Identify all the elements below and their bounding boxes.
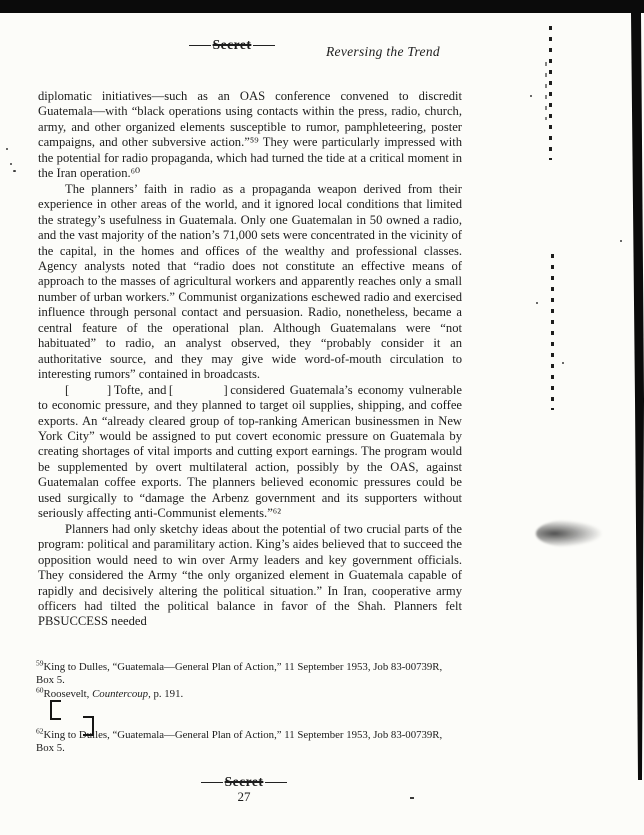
- scan-artifact-speckle-line: [549, 26, 552, 160]
- paragraph-1: diplomatic initiatives—such as an OAS conference convened to discredit Guatemala—with “black operations using contacts within the press, radio, church, army, and other organized elements susceptible to rumor, pamphleteering, poster campaigns, and other subversive action.”⁵⁹ They were particularly impressed with the potential for radio propaganda, which had turned the tide at a critical moment in the Iran operation.⁶⁰: [38, 89, 462, 181]
- scan-artifact-speck: [530, 95, 532, 97]
- footnote-book-title: Countercoup: [92, 688, 149, 700]
- scan-artifact-smudge-stamp: [536, 520, 602, 547]
- classification-label: Secret: [224, 774, 264, 789]
- footnote-marker: 59: [36, 658, 44, 668]
- scan-artifact-top-bar: [0, 0, 644, 13]
- footer-classification: [188, 774, 300, 790]
- paragraph-3-with-redactions: [ ] Tofte, and [ ] considered Guatemala’s economy vulnerable to economic pressure, and they planned to target oil supplies, shipping, and coffee exports. An “already cleared group of top-ranking American businessmen in New York City” would be assigned to put covert economic pressure on Guatemala by creating shortages of vital imports and cutting export earnings. The program would be supplemented by overt multilateral action, possibly by the OAS, against Guatemalan coffee exports. The planners believed economic pressures could be used surgically to “damage the Arbenz government and its supporters without seriously affecting anti-Communist elements.”⁶²: [38, 382, 462, 521]
- paragraph-4: Planners had only sketchy ideas about the potential of two crucial parts of the program: political and paramilitary action. King’s aides believed that to succeed the opposition would need to win over Army leaders and key government officials. They considered the Army “the only organized element in Guatemala capable of rapidly and decisively altering the political situation.” In Iran, cooperative army officers had tilted the political balance in favor of the Shah. Planners felt PBSUCCESS needed: [38, 521, 462, 629]
- footnote-marker: 62: [36, 726, 44, 736]
- header-classification: [176, 37, 288, 53]
- classification-label: Secret: [212, 37, 252, 52]
- scan-artifact-speck: [536, 302, 538, 304]
- footnote-62: [36, 726, 451, 755]
- strikethrough-dash: [253, 45, 275, 46]
- strikethrough-dash: [189, 45, 211, 46]
- document-body: [38, 89, 462, 630]
- scan-artifact-speck: [410, 797, 414, 799]
- footnote-text: King to Dulles, “Guatemala—General Plan of Action,” 11 September 1953, Job 83-00739R, Box 5.: [36, 661, 443, 686]
- footnote-text: , p. 191.: [148, 688, 184, 700]
- scan-artifact-speckle-line: [545, 62, 547, 120]
- scan-artifact-speck: [6, 148, 8, 150]
- strikethrough-dash: [201, 782, 223, 783]
- page-number: 27: [237, 789, 251, 804]
- footnote-text: Roosevelt,: [43, 688, 93, 700]
- scan-artifact-speck: [13, 170, 16, 172]
- paragraph-2: The planners’ faith in radio as a propaganda weapon derived from their experience in other areas of the world, and it ignored local conditions that limited the strategy’s usefulness in Guatemala. Only one Guatemalan in 50 owned a radio, and the vast majority of the nation’s 71,000 sets were concentrated in the vicinity of the capital, in the homes and offices of the wealthy and professional classes. Agency analysts noted that “radio does not constitute an effective means of approach to the masses of agricultural workers and apparently reaches only a small number of urban workers.” Communist organizations eschewed radio and exercised influence through personal contact and persuasion. Radio, nonetheless, became a central feature of the operational plan. Although Guatemalans were “not habituated” to radio, an analyst observed, they “probably consider it an authoritative source, and they may give wide word-of-mouth circulation to interesting rumors” contained in broadcasts.: [38, 181, 462, 382]
- footnote-60: [36, 685, 451, 701]
- scan-artifact-speck: [562, 362, 564, 364]
- redaction-bracket-open-icon: [50, 700, 61, 720]
- scan-artifact-speckle-line: [551, 254, 554, 410]
- footnote-text: King to Dulles, “Guatemala—General Plan of Action,” 11 September 1953, Job 83-00739R, Box 5.: [36, 729, 443, 754]
- footnotes-section: [36, 658, 456, 761]
- scan-artifact-speck: [620, 240, 622, 242]
- scan-artifact-speck: [10, 163, 12, 165]
- footnote-marker: 60: [36, 685, 44, 695]
- strikethrough-dash: [265, 782, 287, 783]
- running-title: Reversing the Trend: [326, 44, 440, 59]
- footnote-59: [36, 658, 451, 687]
